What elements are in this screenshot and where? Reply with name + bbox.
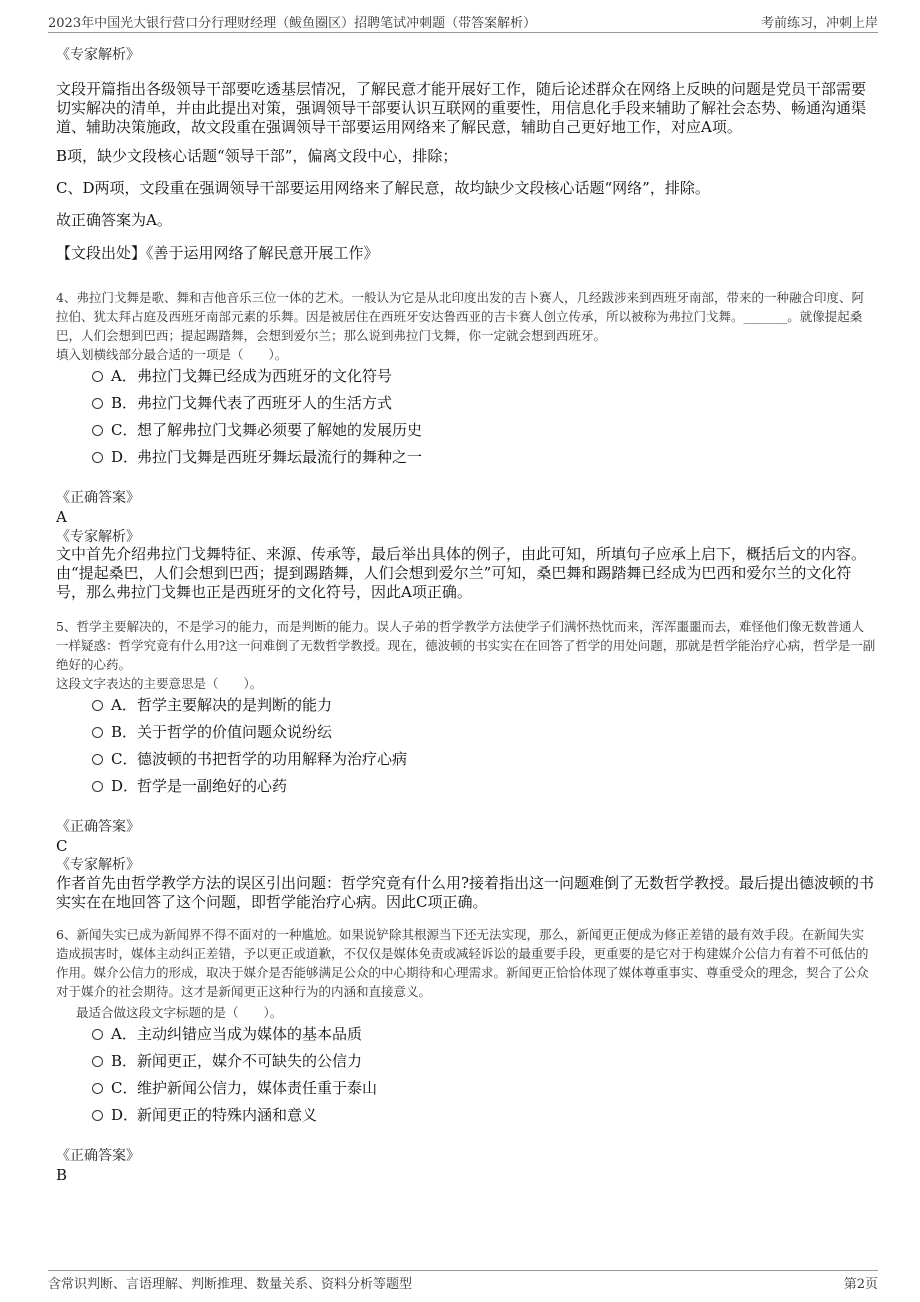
q6-option-c[interactable]: C．维护新闻公信力，媒体责任重于泰山 — [92, 1078, 377, 1098]
q5-prompt: 这段文字表达的主要意思是（ ）。 — [56, 676, 263, 691]
q3-option-b-note: B项，缺少文段核心话题“领导干部”，偏离文段中心，排除； — [56, 147, 458, 165]
radio-icon — [92, 781, 103, 792]
q3-source: 【文段出处】《善于运用网络了解民意开展工作》 — [56, 244, 379, 262]
q6-option-a[interactable]: A．主动纠错应当成为媒体的基本品质 — [92, 1024, 362, 1044]
radio-icon — [92, 452, 103, 463]
q5-analysis: 作者首先由哲学教学方法的误区引出问题：哲学究竟有什么用?接着指出这一问题难倒了无数哲学教授。最后提出德波顿的书实实在在地回答了这个问题，即哲学能治疗心病。因此C项正确。 — [56, 874, 875, 911]
page-footer — [48, 1270, 878, 1295]
q3-analysis-text: 文段开篇指出各级领导干部要吃透基层情况，了解民意才能开展好工作，随后论述群众在网络上反映的问题是党员干部需要切实解决的清单，并由此提出对策，强调领导干部要认识互联网的重要性，用信息化手段来辅助了解社会态势、畅通沟通渠道、辅助决策施政，故文段重在强调领导干部要运用网络来了解民意，辅助自己更好地工作，对应A项。 — [56, 80, 867, 136]
q6-answer-label: 《正确答案》 — [56, 1148, 140, 1164]
q4-analysis: 文中首先介绍弗拉门戈舞特征、来源、传承等，最后举出具体的例子，由此可知，所填句子应承上启下，概括后文的内容。由“提起桑巴，人们会想到巴西；提到踢踏舞，人们会想到爱尔兰”可知，桑巴舞和踢踏舞已经成为巴西和爱尔兰的文化符号，那么弗拉门戈舞也正是西班牙的文化符号，因此A项正确。 — [56, 545, 867, 601]
radio-icon — [92, 1110, 103, 1121]
q3-conclusion: 故正确答案为A。 — [56, 211, 172, 229]
footer-note: 含常识判断、言语理解、判断推理、数量关系、资料分析等题型 — [48, 1277, 413, 1292]
q6-stem: 6、新闻失实已成为新闻界不得不面对的一种尴尬。如果说铲除其根源当下还无法实现，那么，新闻更正便成为修正差错的最有效手段。在新闻失实造成损害时，媒体主动纠正差错，予以更正或道歉，不仅仅是媒体免责或减轻诉讼的最重要手段，更重要的是它对于构建媒介公信力有着不可低估的作用。媒介公信力的形成，取决于媒介是否能够满足公众的中心期待和心理需求。新闻更正恰恰体现了媒体尊重事实、尊重受众的理念，契合了公众对于媒介的社会期待。这才是新闻更正这种行为的内涵和直接意义。 — [56, 927, 869, 999]
q4-answer: A — [56, 508, 67, 526]
q3-option-cd-note: C、D两项，文段重在强调领导干部要运用网络来了解民意，故均缺少文段核心话题“网络”，排除。 — [56, 179, 710, 197]
document-title: 2023年中国光大银行营口分行理财经理（鲅鱼圈区）招聘笔试冲刺题（带答案解析） — [48, 16, 537, 31]
q5-analysis-label: 《专家解析》 — [56, 857, 140, 873]
q5-stem: 5、哲学主要解决的，不是学习的能力，而是判断的能力。误人子弟的哲学教学方法使学子们满怀热忱而来，浑浑噩噩而去，难怪他们像无数普通人一样疑惑：哲学究竟有什么用?这一问难倒了无数哲学教授。现在，德波顿的书实实在在回答了哲学的用处问题，那就是哲学能治疗心病，哲学是一副绝好的心药。 — [56, 619, 876, 672]
q4-option-c[interactable]: C．想了解弗拉门戈舞必须要了解她的发展历史 — [92, 420, 422, 440]
radio-icon — [92, 1029, 103, 1040]
q6-option-d[interactable]: D．新闻更正的特殊内涵和意义 — [92, 1105, 317, 1125]
page-number: 第2页 — [843, 1277, 878, 1292]
q5-option-d[interactable]: D．哲学是一副绝好的心药 — [92, 776, 287, 796]
q4-option-b[interactable]: B．弗拉门戈舞代表了西班牙人的生活方式 — [92, 393, 392, 413]
q4-answer-label: 《正确答案》 — [56, 490, 140, 506]
q5-answer-label: 《正确答案》 — [56, 819, 140, 835]
radio-icon — [92, 700, 103, 711]
radio-icon — [92, 754, 103, 765]
radio-icon — [92, 371, 103, 382]
radio-icon — [92, 1056, 103, 1067]
q5-answer: C — [56, 837, 68, 855]
q4-option-a[interactable]: A．弗拉门戈舞已经成为西班牙的文化符号 — [92, 366, 392, 386]
q5-option-b[interactable]: B．关于哲学的价值问题众说纷纭 — [92, 722, 332, 742]
radio-icon — [92, 398, 103, 409]
q6-option-b[interactable]: B．新闻更正，媒介不可缺失的公信力 — [92, 1051, 362, 1071]
q6-answer: B — [56, 1166, 68, 1184]
radio-icon — [92, 727, 103, 738]
q5-option-c[interactable]: C．德波顿的书把哲学的功用解释为治疗心病 — [92, 749, 407, 769]
header-slogan: 考前练习，冲刺上岸 — [760, 16, 878, 31]
q4-analysis-label: 《专家解析》 — [56, 529, 140, 545]
radio-icon — [92, 1083, 103, 1094]
radio-icon — [92, 425, 103, 436]
q6-prompt: 最适合做这段文字标题的是（ ）。 — [76, 1005, 283, 1020]
page-header — [48, 10, 878, 33]
q4-option-d[interactable]: D．弗拉门戈舞是西班牙舞坛最流行的舞种之一 — [92, 447, 422, 467]
q3-analysis-label: 《专家解析》 — [56, 47, 140, 63]
q5-option-a[interactable]: A．哲学主要解决的是判断的能力 — [92, 695, 332, 715]
q4-stem: 4、弗拉门戈舞是歌、舞和吉他音乐三位一体的艺术。一般认为它是从北印度出发的吉卜赛人，几经跋涉来到西班牙南部，带来的一种融合印度、阿拉伯、犹太拜占庭及西班牙南部元素的乐舞。因是被居住在西班牙安达鲁西亚的吉卡赛人创立传承，所以被称为弗拉门戈舞。_______。就像提起桑巴，人们会想到巴西；提起踢踏舞，会想到爱尔兰；那么说到弗拉门戈舞，你一定就会想到西班牙。 — [56, 290, 864, 343]
q4-prompt: 填入划横线部分最合适的一项是（ ）。 — [56, 347, 288, 362]
